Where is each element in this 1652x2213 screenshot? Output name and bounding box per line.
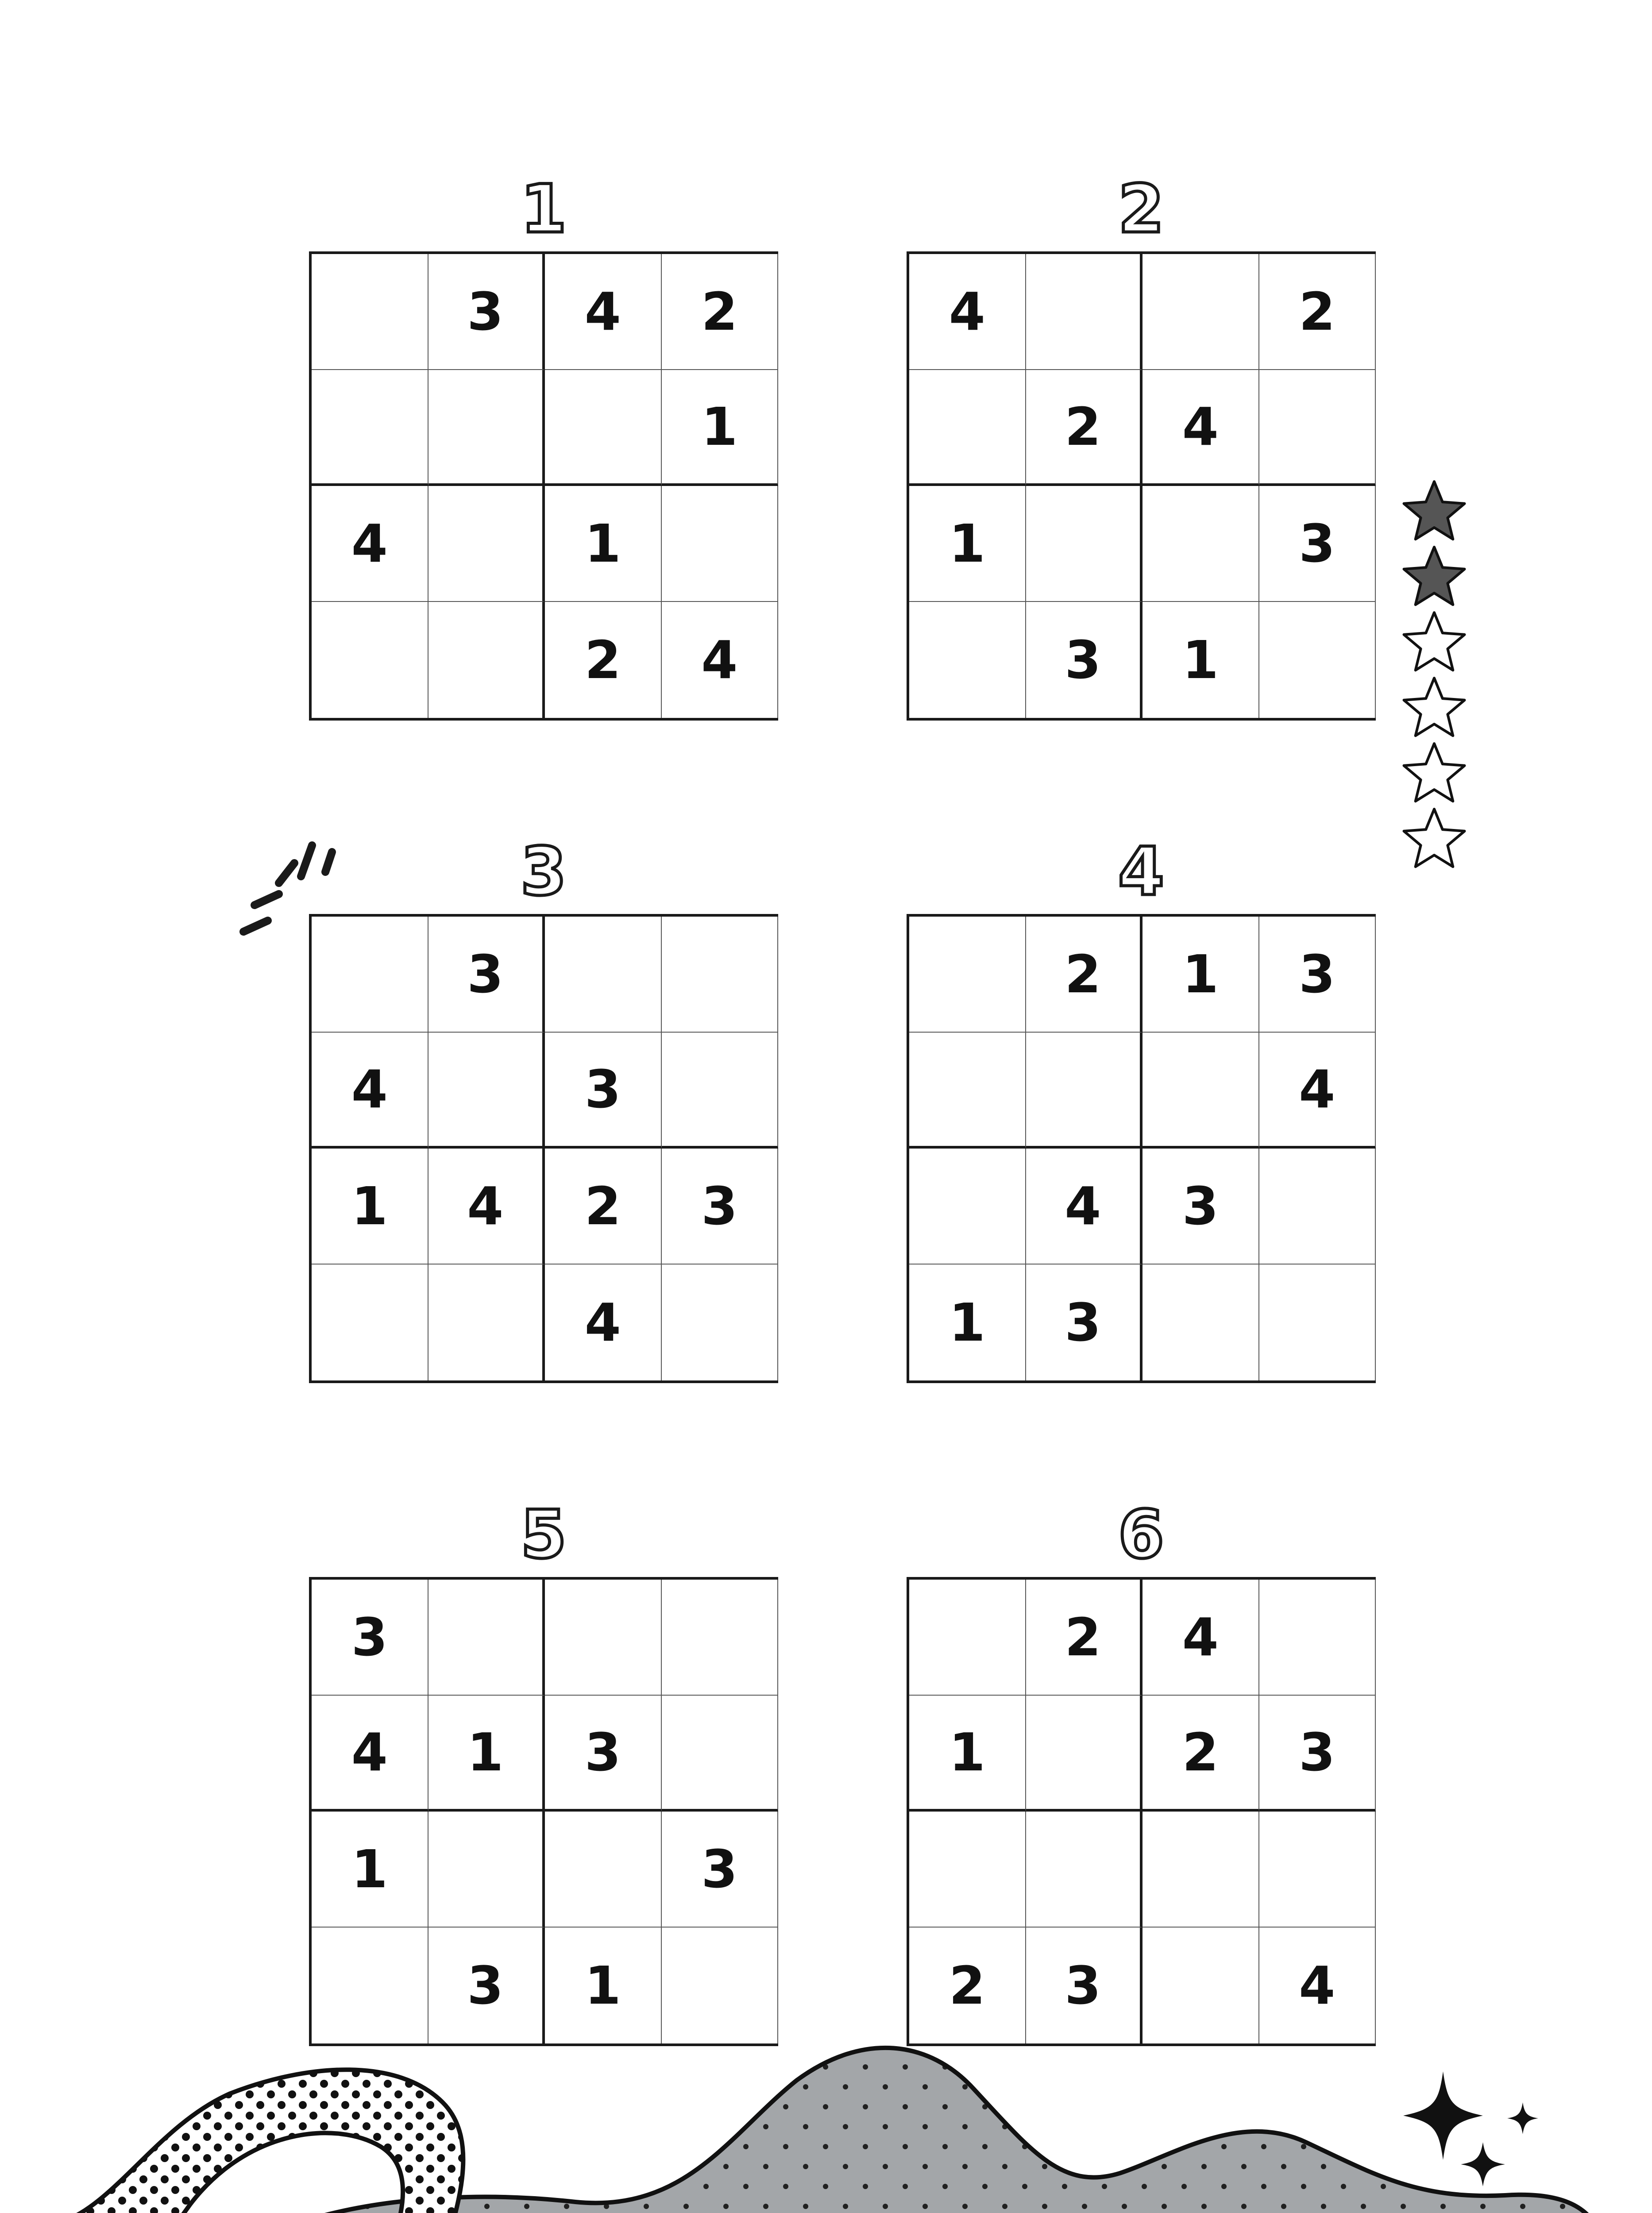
grid-cell[interactable] — [662, 486, 779, 602]
grid-cell[interactable] — [909, 1812, 1026, 1928]
grid-cell[interactable] — [312, 602, 428, 718]
grid-cell[interactable]: 4 — [545, 254, 662, 370]
grid-cell[interactable]: 4 — [428, 1149, 545, 1265]
grid-cell[interactable]: 4 — [1143, 370, 1259, 486]
grid-cell[interactable] — [1143, 1812, 1259, 1928]
grid-cell[interactable]: 2 — [1026, 370, 1143, 486]
grid-cell[interactable] — [428, 1812, 545, 1928]
grid-cell[interactable] — [662, 917, 779, 1033]
grid-cell[interactable]: 2 — [545, 1149, 662, 1265]
star-icon — [1404, 482, 1465, 539]
grid-cell[interactable]: 4 — [909, 254, 1026, 370]
grid-cell[interactable]: 1 — [545, 486, 662, 602]
grid-cell[interactable]: 4 — [1026, 1149, 1143, 1265]
star-icon — [1404, 678, 1465, 736]
grid-cell[interactable] — [312, 1265, 428, 1380]
grid-cell[interactable]: 1 — [312, 1149, 428, 1265]
grid-cell[interactable]: 3 — [662, 1149, 779, 1265]
grid-cell[interactable]: 3 — [428, 254, 545, 370]
grid-cell[interactable]: 1 — [1143, 917, 1259, 1033]
grid-cell[interactable] — [1259, 370, 1376, 486]
grid-cell[interactable] — [545, 917, 662, 1033]
difficulty-rating — [1399, 478, 1470, 876]
grid-cell[interactable] — [1026, 254, 1143, 370]
grid-cell[interactable] — [1143, 254, 1259, 370]
grid-cell[interactable]: 1 — [909, 486, 1026, 602]
grid-cell[interactable] — [1259, 1265, 1376, 1380]
grid-cell[interactable] — [1143, 486, 1259, 602]
grid-cell[interactable] — [909, 370, 1026, 486]
grid-cell[interactable]: 4 — [1143, 1580, 1259, 1696]
sudoku-grid — [907, 1577, 1376, 2046]
grid-cell[interactable] — [312, 1928, 428, 2043]
grid-cell[interactable] — [909, 1033, 1026, 1149]
grid-cell[interactable] — [1143, 1928, 1259, 2043]
sudoku-grid — [309, 251, 778, 721]
grid-cell[interactable] — [662, 1580, 779, 1696]
grid-cell[interactable]: 3 — [1026, 1265, 1143, 1380]
grid-cell[interactable]: 4 — [312, 1696, 428, 1812]
grid-cell[interactable] — [312, 370, 428, 486]
sudoku-grid — [907, 251, 1376, 721]
grid-cell[interactable] — [662, 1696, 779, 1812]
grid-cell[interactable]: 3 — [545, 1696, 662, 1812]
grid-cell[interactable] — [909, 1149, 1026, 1265]
puzzle-number: 4 — [1118, 833, 1165, 910]
grid-cell[interactable]: 3 — [1259, 486, 1376, 602]
grid-cell[interactable] — [545, 1580, 662, 1696]
star-icon — [1404, 809, 1465, 867]
grid-cell[interactable] — [312, 254, 428, 370]
grid-cell[interactable] — [909, 602, 1026, 718]
grid-cell[interactable]: 2 — [662, 254, 779, 370]
star-icon — [1404, 547, 1465, 605]
grid-cell[interactable] — [1259, 1149, 1376, 1265]
grid-cell[interactable] — [1026, 1812, 1143, 1928]
grid-cell[interactable]: 1 — [662, 370, 779, 486]
grid-cell[interactable]: 2 — [1143, 1696, 1259, 1812]
grid-cell[interactable] — [662, 1033, 779, 1149]
grid-cell[interactable] — [545, 370, 662, 486]
star-icon — [1404, 613, 1465, 670]
grid-cell[interactable] — [1259, 1580, 1376, 1696]
puzzle-number: 3 — [520, 833, 567, 910]
grid-cell[interactable]: 2 — [545, 602, 662, 718]
star-icon — [1404, 744, 1465, 801]
grid-cell[interactable] — [1026, 1696, 1143, 1812]
puzzle-number: 6 — [1118, 1496, 1165, 1573]
grid-cell[interactable] — [1026, 1033, 1143, 1149]
grid-cell[interactable] — [428, 1033, 545, 1149]
grid-cell[interactable]: 2 — [909, 1928, 1026, 2043]
grid-cell[interactable] — [428, 1580, 545, 1696]
grid-cell[interactable]: 3 — [1026, 1928, 1143, 2043]
grid-cell[interactable] — [662, 1265, 779, 1380]
puzzle-number: 1 — [520, 171, 567, 248]
grid-cell[interactable] — [1259, 1812, 1376, 1928]
puzzle-number: 2 — [1118, 171, 1165, 248]
grid-cell[interactable]: 3 — [1143, 1149, 1259, 1265]
grid-cell[interactable]: 3 — [428, 1928, 545, 2043]
grid-cell[interactable]: 4 — [545, 1265, 662, 1380]
grid-cell[interactable]: 3 — [545, 1033, 662, 1149]
grid-cell[interactable] — [428, 486, 545, 602]
grid-cell[interactable]: 1 — [1143, 602, 1259, 718]
grid-cell[interactable] — [909, 917, 1026, 1033]
grid-cell[interactable]: 4 — [1259, 1033, 1376, 1149]
grid-cell[interactable]: 1 — [909, 1696, 1026, 1812]
grid-cell[interactable]: 3 — [1026, 602, 1143, 718]
grid-cell[interactable]: 3 — [428, 917, 545, 1033]
grid-cell[interactable]: 3 — [312, 1580, 428, 1696]
grid-cell[interactable]: 4 — [312, 486, 428, 602]
sudoku-grid — [907, 914, 1376, 1383]
grid-cell[interactable]: 3 — [1259, 917, 1376, 1033]
grid-cell[interactable]: 1 — [428, 1696, 545, 1812]
motion-lines-icon — [235, 832, 345, 943]
grid-cell[interactable] — [1143, 1033, 1259, 1149]
grid-cell[interactable] — [1026, 486, 1143, 602]
grid-cell[interactable]: 3 — [1259, 1696, 1376, 1812]
grid-cell[interactable]: 1 — [545, 1928, 662, 2043]
sudoku-grid — [309, 1577, 778, 2046]
grid-cell[interactable] — [662, 1928, 779, 2043]
grid-cell[interactable]: 1 — [909, 1265, 1026, 1380]
grid-cell[interactable] — [428, 602, 545, 718]
grid-cell[interactable]: 4 — [312, 1033, 428, 1149]
grid-cell[interactable] — [1143, 1265, 1259, 1380]
grid-cell[interactable]: 2 — [1026, 917, 1143, 1033]
grid-cell[interactable] — [545, 1812, 662, 1928]
decorative-hills — [0, 2036, 1652, 2213]
grid-cell[interactable] — [428, 370, 545, 486]
puzzle-number: 5 — [520, 1496, 567, 1573]
grid-cell[interactable]: 3 — [662, 1812, 779, 1928]
grid-cell[interactable]: 4 — [662, 602, 779, 718]
grid-cell[interactable]: 2 — [1026, 1580, 1143, 1696]
grid-cell[interactable]: 4 — [1259, 1928, 1376, 2043]
grid-cell[interactable]: 1 — [312, 1812, 428, 1928]
grid-cell[interactable] — [1259, 602, 1376, 718]
sudoku-grid — [309, 914, 778, 1383]
grid-cell[interactable]: 2 — [1259, 254, 1376, 370]
grid-cell[interactable] — [909, 1580, 1026, 1696]
grid-cell[interactable] — [428, 1265, 545, 1380]
